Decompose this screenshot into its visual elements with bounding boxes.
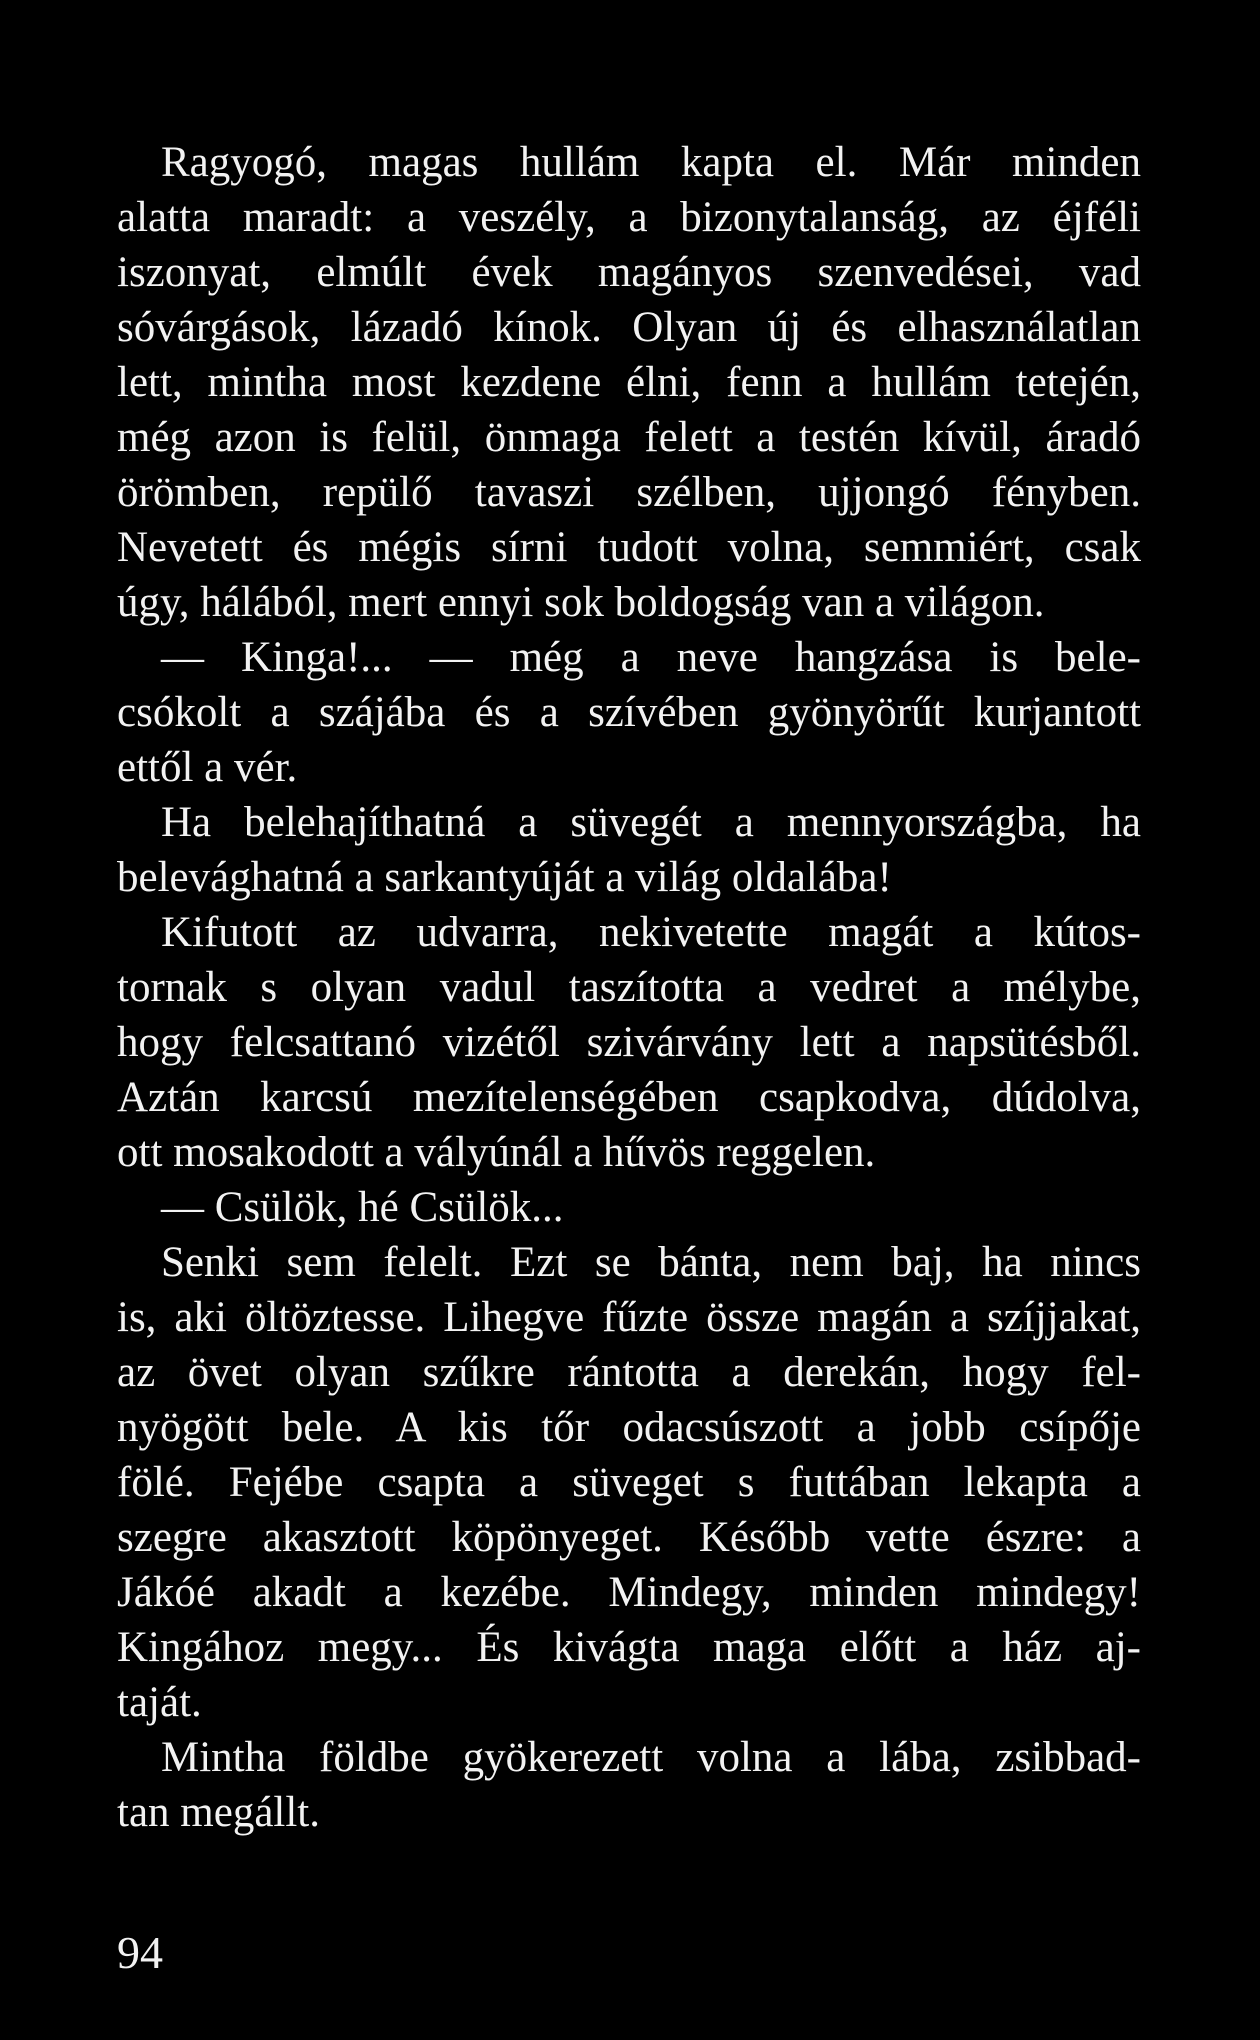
- paragraph: [117, 135, 1141, 630]
- text-line: fölé. Fejébe csapta a süveget s futtában lekapta a: [117, 1459, 1141, 1506]
- text-line: belevághatná a sarkantyúját a világ oldalába!: [117, 854, 892, 901]
- text-line: Ragyogó, magas hullám kapta el. Már minden: [161, 139, 1141, 186]
- paragraph: [117, 1235, 1141, 1730]
- text-line: szegre akasztott köpönyeget. Később vette észre: a: [117, 1514, 1141, 1561]
- text-line: Ha belehajíthatná a süvegét a mennyországba, ha: [161, 799, 1141, 846]
- text-line: ettől a vér.: [117, 744, 298, 791]
- text-line: taját.: [117, 1679, 202, 1726]
- paragraph: [117, 905, 1141, 1180]
- paragraph: [117, 795, 1141, 905]
- text-line: hogy felcsattanó vizétől szivárvány lett a napsütésből.: [117, 1019, 1141, 1066]
- body-text: [117, 135, 1141, 1840]
- text-line: az övet olyan szűkre rántotta a derekán, hogy fel-: [117, 1349, 1141, 1396]
- text-line: Aztán karcsú mezítelenségében csapkodva, dúdolva,: [117, 1074, 1141, 1121]
- text-line: úgy, hálából, mert ennyi sok boldogság van a világon.: [117, 579, 1045, 626]
- text-line: Kifutott az udvarra, nekivetette magát a kútos-: [161, 909, 1141, 956]
- text-line: ott mosakodott a vályúnál a hűvös reggelen.: [117, 1129, 876, 1176]
- page-number: 94: [117, 1927, 163, 1978]
- text-line: iszonyat, elmúlt évek magányos szenvedései, vad: [117, 249, 1141, 296]
- text-line: lett, mintha most kezdene élni, fenn a hullám tetején,: [117, 359, 1141, 406]
- text-line: tornak s olyan vadul taszította a vedret a mélybe,: [117, 964, 1141, 1011]
- text-line: alatta maradt: a veszély, a bizonytalanság, az éjféli: [117, 194, 1141, 241]
- text-line: Jákóé akadt a kezébe. Mindegy, minden mindegy!: [117, 1569, 1141, 1616]
- text-line: sóvárgások, lázadó kínok. Olyan új és elhasználatlan: [117, 304, 1141, 351]
- paragraph: [117, 1180, 1141, 1235]
- text-line: Senki sem felelt. Ezt se bánta, nem baj, ha nincs: [161, 1239, 1141, 1286]
- text-line: — Kinga!... — még a neve hangzása is bele-: [161, 634, 1141, 681]
- text-line: is, aki öltöztesse. Lihegve fűzte össze magán a szíjjakat,: [117, 1294, 1141, 1341]
- text-line: Mintha földbe gyökerezett volna a lába, zsibbad-: [161, 1734, 1141, 1781]
- text-line: tan megállt.: [117, 1789, 320, 1836]
- paragraph: [117, 630, 1141, 795]
- text-line: csókolt a szájába és a szívében gyönyörűt kurjantott: [117, 689, 1141, 736]
- text-line: Kingához megy... És kivágta maga előtt a ház aj-: [117, 1624, 1141, 1671]
- text-line: még azon is felül, önmaga felett a testén kívül, áradó: [117, 414, 1141, 461]
- text-line: — Csülök, hé Csülök...: [161, 1184, 564, 1231]
- paragraph: [117, 1730, 1141, 1840]
- text-line: nyögött bele. A kis tőr odacsúszott a jobb csípője: [117, 1404, 1141, 1451]
- text-line: Nevetett és mégis sírni tudott volna, semmiért, csak: [117, 524, 1141, 571]
- text-line: örömben, repülő tavaszi szélben, ujjongó fényben.: [117, 469, 1141, 516]
